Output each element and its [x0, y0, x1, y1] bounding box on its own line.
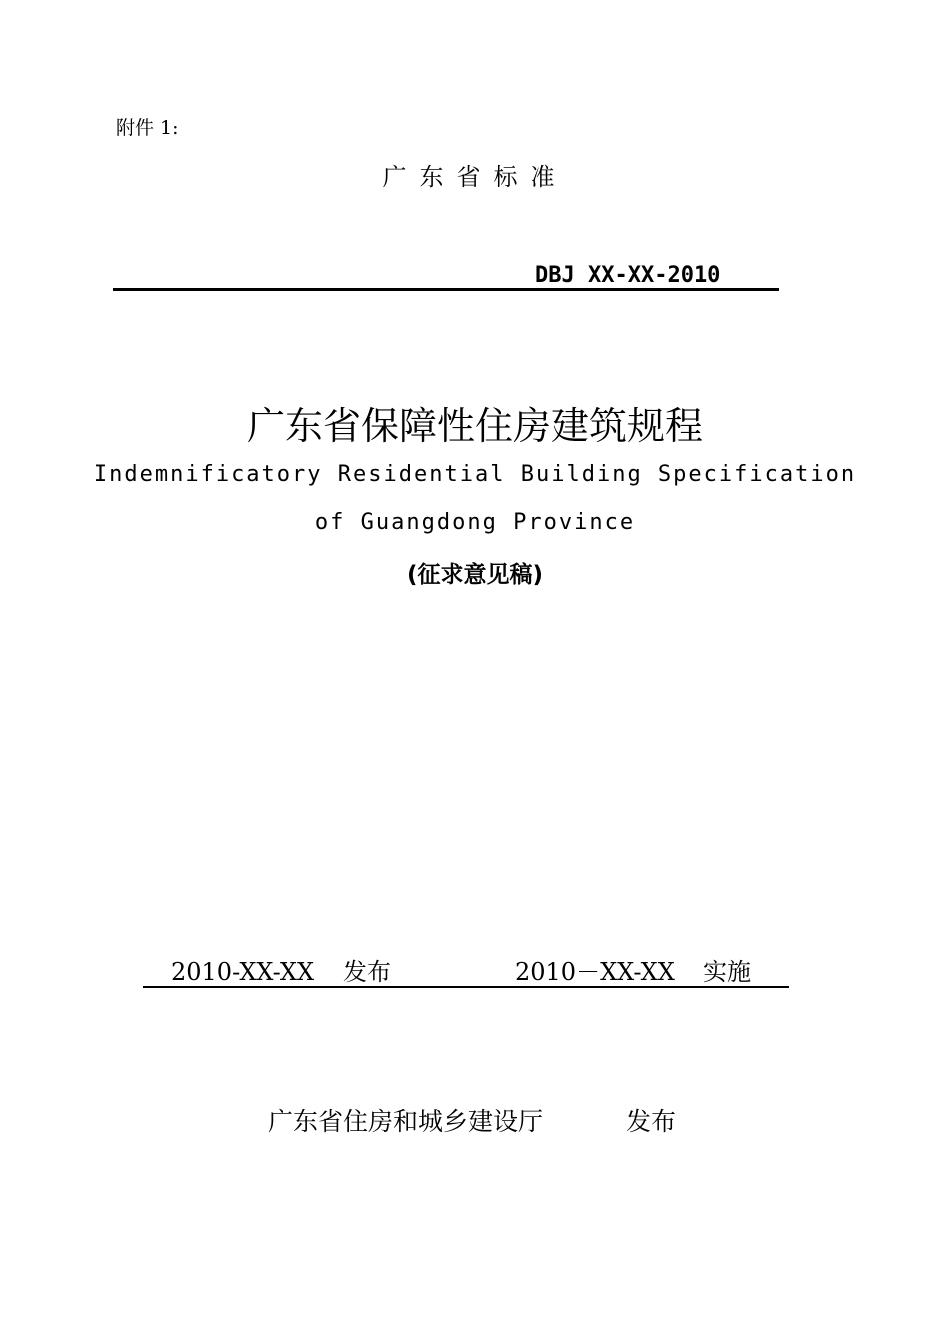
date-row [143, 955, 789, 989]
draft-status-note: (征求意见稿) [406, 562, 544, 588]
effective-label: 实施 [703, 958, 751, 986]
publish-date: 2010-XX-XX [171, 958, 315, 986]
document-title-chinese: 广东省保障性住房建筑规程 [246, 404, 703, 448]
document-title-english-line2: of Guangdong Province [314, 510, 636, 535]
standard-number: DBJ XX-XX-2010 [535, 263, 721, 288]
standard-heading: 广东省标准 [382, 163, 568, 191]
effective-date: 2010－XX-XX [515, 958, 675, 986]
attachment-label: 附件 1: [116, 117, 179, 139]
document-title-english-line1: Indemnificatory Residential Building Specification [93, 462, 857, 487]
date-underline [143, 986, 789, 988]
publish-label: 发布 [343, 958, 391, 986]
issuer-action: 发布 [626, 1107, 677, 1136]
issuer-name: 广东省住房和城乡建设厅 [268, 1107, 544, 1136]
header-divider-line [113, 288, 779, 291]
